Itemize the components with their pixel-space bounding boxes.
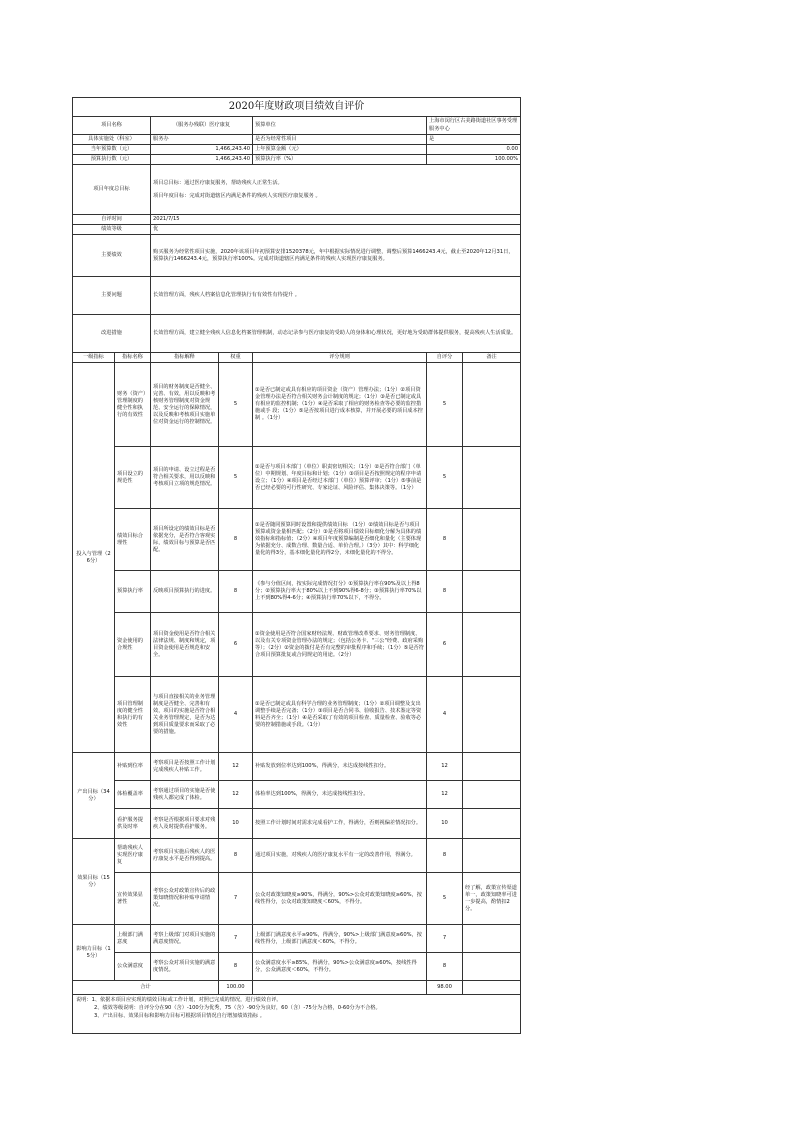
prev-budget-value: 0.00	[427, 145, 521, 155]
level1-indicator: 投入与管理（26分）	[73, 363, 115, 753]
indicator-weight: 7	[219, 925, 253, 953]
grade-label: 绩效等级	[73, 225, 151, 235]
indicator-name: 看护服务提供及时率	[115, 809, 151, 839]
indicator-row	[73, 571, 521, 613]
indicator-rule: 按照工作计划时间对需求完成看护工作，得满分，否则视偏差情况扣分。	[253, 809, 427, 839]
indicator-rule: ①是否已制定或具有科学合理的业务管理制度；（1分）②项目调整及支出调整手续是否完备；（1分）③项目是否合同书、验收报告、技术鉴定等资料是否齐全；（1分）④是否采取了有效的项目检查、质量检查、验收等必要的控制措施或手段。（1分）	[253, 677, 427, 753]
indicator-row	[73, 839, 521, 873]
total-row	[73, 981, 521, 995]
indicator-remark	[463, 839, 521, 873]
indicator-rule: ①是否随同预算同时设置和提供绩效目标 （1分）②绩效目标是否与项目预算或资金量相匹配；（2分）③是否将项目绩效目标细化分解为具体的绩效指标和指标值；（2分）④项目年度预算编制是否细化和量化（主要体现为依据充分、成数合理、数量合适、单价合理。）（3分）其中：科学细化量化的得3分，基本细化量化的得2分，未细化量化的不得分。	[253, 509, 427, 571]
total-remark	[463, 981, 521, 995]
indicator-weight: 12	[219, 753, 253, 781]
indicator-score: 12	[427, 753, 463, 781]
goal-overall: 项目总目标：通过医疗康复服务，帮助残疾人正常生活。	[153, 179, 283, 186]
indicator-name: 项目管理制度的健全性和执行的有效性	[115, 677, 151, 753]
level1-indicator: 产出目标（34分）	[73, 753, 115, 839]
exec-rate-value: 100.00%	[427, 155, 521, 165]
eval-time-value: 2021/7/15	[151, 215, 521, 225]
indicator-explanation: 项目的申请、设立过程是否符合相关要求，用以反映和考核项目立项的规范情况。	[151, 447, 219, 509]
indicator-row	[73, 613, 521, 677]
indicator-score: 8	[427, 571, 463, 613]
performance-text: 购买服务为经常性项目实施，2020年该项目年初预算安排1520378元，年中根据实际情况进行调整，调整后预算1466243.4元，截止至2020年12月31日，预算执行1466243.4元，预算执行率100%。完成对街道辖区内满足条件的残疾人实现医疗康复服务。	[151, 235, 521, 277]
prev-budget-label: 上年预算金额（元）	[253, 145, 427, 155]
indicator-score: 8	[427, 509, 463, 571]
indicator-name: 财务（资产）管理制度的健全性和执行的有效性	[115, 363, 151, 447]
budget-unit-label: 预算单位	[253, 117, 427, 135]
eval-time-label: 自评时间	[73, 215, 151, 225]
note-line: 2、绩效等级说明：自评分分在90（含）-100分为优秀，75（含）-90分为良好，60（含）-75分为合格，0-60分为不合格。	[94, 1004, 381, 1011]
indicator-remark	[463, 925, 521, 953]
indicator-remark	[463, 809, 521, 839]
goal-annual: 项目年度目标：完成对街道辖区内满足条件的残疾人实现医疗康复服务 。	[153, 192, 321, 199]
indicator-explanation: 项目所设定的绩效目标是否依据充分，是否符合客观实际，绩效目标与预算是否匹配。	[151, 509, 219, 571]
indicator-rule: ①是否与项目本部门（单位）职责密切相关；（1分）②是否符合部门（单位）中期规划、年度目标和计划；（1分）③项目是否按照规定的程序申请设立；（1分）④项目是否经过本部门（单位）预算评审；（1分）⑤事前是否已经必要的可行性研究、专家论证、风险评估、集体决策等。（1分）	[253, 447, 427, 509]
header-explanation: 指标解释	[151, 353, 219, 363]
notes-row	[73, 995, 521, 1034]
indicator-score: 7	[427, 925, 463, 953]
header-level1: 一级指标	[73, 353, 115, 363]
indicator-score: 5	[427, 873, 463, 925]
indicator-score: 8	[427, 839, 463, 873]
total-weight: 100.00	[219, 981, 253, 995]
indicator-rule: ①是否已制定或具有相应的项目资金（资产）管理办法；（1分）②项目资金管理办法是否符合相关财务会计制度的规定；（1分）③是否已制定或具有相应的监控机制；（1分）④是否采取了相应的财务检查等必要的监控措施或手 段；（1分）⑤是否按项目进行成本核算，并开展必要的项目成本控制 。（1分）	[253, 363, 427, 447]
indicator-explanation: 考察是否根据项目要求对残疾人及时提供看护服务。	[151, 809, 219, 839]
indicator-name: 公众满意度	[115, 953, 151, 981]
header-weight: 权重	[219, 353, 253, 363]
project-name: （服务办残联）医疗康复	[151, 117, 253, 135]
indicator-name: 宣传效果显著性	[115, 873, 151, 925]
total-spacer	[253, 981, 427, 995]
indicator-explanation: 考察上级部门对项目实施的满意度情况。	[151, 925, 219, 953]
level1-indicator: 影响力目标（15分）	[73, 925, 115, 981]
indicator-rule: 公众满意度水平≥85%，得满分，90%>公众满意度≥60%，按线性得分，公众满意度＜60%，不得分。	[253, 953, 427, 981]
budget-unit: 上海市闵行区古美路街道社区事务受理服务中心	[427, 117, 521, 135]
indicator-score: 8	[427, 953, 463, 981]
indicator-name: 补贴到位率	[115, 753, 151, 781]
measures-text: 长效管理方面，建立健全残疾人信息化档案管理机制，动态记录参与医疗康复的受助人的身体和心理状况，更好地为受助群体提供服务，提高残疾人生活质量。	[151, 315, 521, 353]
indicator-remark	[463, 571, 521, 613]
total-score: 98.00	[427, 981, 463, 995]
indicator-explanation: 项目的财务制度是否健全、完善、有效，用以反映和考核财务管理制度对资金规范、安全运行的保障情况，以及反映和考核项目实施单位对资金运行的控制情况。	[151, 363, 219, 447]
indicator-remark	[463, 953, 521, 981]
indicator-weight: 10	[219, 809, 253, 839]
indicator-row	[73, 753, 521, 781]
indicator-name: 体检覆盖率	[115, 781, 151, 809]
indicator-remark	[463, 781, 521, 809]
indicator-remark	[463, 753, 521, 781]
indicator-weight: 6	[219, 613, 253, 677]
indicator-name: 资金使用的合规性	[115, 613, 151, 677]
header-indicator-name: 指标名称	[115, 353, 151, 363]
measures-label: 改进措施	[73, 315, 151, 353]
indicator-rule: 《参与分值区间，按实际完成情况打分》①预算执行率在90%及以上得8分；②预算执行率大于80%以上不到90%得6-8分；③预算执行率70%以上不到80%得4-6分；④预算执行率70%以下，不得分。	[253, 571, 427, 613]
indicator-rule: 上级部门满意度水平≥90%，得满分，90%>上级部门满意度≥60%，按线性得分，上级部门满意度＜60%，不得分。	[253, 925, 427, 953]
evaluation-sheet	[72, 97, 520, 1034]
indicator-row	[73, 809, 521, 839]
indicator-remark	[463, 613, 521, 677]
notes	[73, 995, 521, 1034]
header-remark: 备注	[463, 353, 521, 363]
indicator-rule: 体检率达到100%，得满分，未达成按线性扣分。	[253, 781, 427, 809]
indicator-remark: 经了解，政策宣传渠道单一，政策知晓率可进一步提高，酌情扣2分。	[463, 873, 521, 925]
goal-label: 项目年度总目标	[73, 165, 151, 215]
indicator-rule: ①资金使用是否符合国家财经法规、财政管理改革要求、财务管理制度、以及有关专项资金管理办法的规定；（包括公务卡、"三公"经费、政府采购等）；（2分）②资金的拨付是否有完整的审批程序和手续；（1分）⑤是否符合项目预算批复或合同规定的用途。（2分）	[253, 613, 427, 677]
header-scoring-rule: 评分规则	[253, 353, 427, 363]
indicator-score: 5	[427, 363, 463, 447]
indicator-weight: 12	[219, 781, 253, 809]
indicator-explanation: 考察项目实施后残疾人的医疗康复水平是否得到提高。	[151, 839, 219, 873]
indicator-row	[73, 953, 521, 981]
indicator-score: 5	[427, 447, 463, 509]
exec-rate-label: 预算执行率（%）	[253, 155, 427, 165]
indicator-name: 项目设立的规范性	[115, 447, 151, 509]
indicator-score: 6	[427, 613, 463, 677]
indicator-name: 上级部门满意度	[115, 925, 151, 953]
exec-amount-label: 预算执行数（元）	[73, 155, 151, 165]
indicator-weight: 5	[219, 447, 253, 509]
indicator-weight: 8	[219, 839, 253, 873]
performance-label: 主要绩效	[73, 235, 151, 277]
indicator-weight: 4	[219, 677, 253, 753]
indicator-score: 4	[427, 677, 463, 753]
indicator-rule: 补贴发放到位率达到100%，得满分，未达成按线性扣分。	[253, 753, 427, 781]
indicator-score: 12	[427, 781, 463, 809]
indicator-name: 预算执行率	[115, 571, 151, 613]
indicator-remark	[463, 447, 521, 509]
indicator-score: 10	[427, 809, 463, 839]
indicator-remark	[463, 363, 521, 447]
exec-amount-value: 1,466,243.40	[151, 155, 253, 165]
header-self-score: 自评分	[427, 353, 463, 363]
indicator-explanation: 考察公众对项目实施的满意度情况。	[151, 953, 219, 981]
indicator-rule: 通过项目实施，对残疾人的医疗康复水平有一定的改善作用，得满分。	[253, 839, 427, 873]
indicator-remark	[463, 677, 521, 753]
indicator-rule: 公众对政策知晓度≥90%，得满分，90%>公众对政策知晓度≥60%，按线性得分，公众对政策知晓度＜60%，不得分。	[253, 873, 427, 925]
grade-value: 优	[151, 225, 521, 235]
indicator-weight: 5	[219, 363, 253, 447]
indicator-row	[73, 363, 521, 447]
indicator-row	[73, 925, 521, 953]
level1-indicator: 效果目标（15分）	[73, 839, 115, 925]
indicator-name: 帮助残疾人实现医疗康复	[115, 839, 151, 873]
indicator-name: 绩效目标合理性	[115, 509, 151, 571]
indicator-weight: 7	[219, 873, 253, 925]
indicator-explanation: 与项目直接相关的业务管理制度是否健全、完善和有效，项目的实施是否符合相关业务管理规定，是否为达到项目质量要求而采取了必要的措施。	[151, 677, 219, 753]
indicator-explanation: 项目资金使用是否符合相关法律法规、制度和规定，项目资金使用是否规范和安全。	[151, 613, 219, 677]
indicator-explanation: 考察通过项目的实施是否使残疾人都完成了体检。	[151, 781, 219, 809]
issues-text: 长效管理方面，残疾人档案信息化管理执行有有效性有待提升 。	[151, 277, 521, 315]
indicator-row	[73, 781, 521, 809]
indicator-explanation: 考察公众对政策宣传后的政策知晓情况和补贴申请情况。	[151, 873, 219, 925]
annual-budget-label: 当年预算数（元）	[73, 145, 151, 155]
indicator-row	[73, 873, 521, 925]
evaluation-table	[72, 97, 521, 1034]
indicator-header-row	[73, 353, 521, 363]
dept-label: 具体实施处（科室）	[73, 135, 151, 145]
page-title: 2020年度财政项目绩效自评价	[73, 98, 521, 117]
continuous-value: 是	[427, 135, 521, 145]
total-label: 合计	[73, 981, 219, 995]
annual-budget-value: 1,466,243.40	[151, 145, 253, 155]
indicator-weight: 8	[219, 571, 253, 613]
indicator-row	[73, 509, 521, 571]
note-line: 3、产出目标、效果目标和影响力目标可根据项目情况自行增加绩效指标 。	[94, 1012, 265, 1019]
indicator-remark	[463, 509, 521, 571]
indicator-weight: 8	[219, 953, 253, 981]
indicator-row	[73, 447, 521, 509]
indicator-explanation: 考察项目是否按照工作计划完成残疾人补贴工作。	[151, 753, 219, 781]
indicator-explanation: 反映项目预算执行的进度。	[151, 571, 219, 613]
issues-label: 主要问题	[73, 277, 151, 315]
indicator-row	[73, 677, 521, 753]
goal-text	[151, 165, 521, 215]
note-line: 说明：1、依据本项目应实现的绩效目标或工作计划，对照已完成的情况，进行绩效自评。	[76, 997, 282, 1004]
project-name-label: 项目名称	[73, 117, 151, 135]
indicator-weight: 8	[219, 509, 253, 571]
dept-value: 服务办	[151, 135, 253, 145]
continuous-label: 是否为经常性项目	[253, 135, 427, 145]
